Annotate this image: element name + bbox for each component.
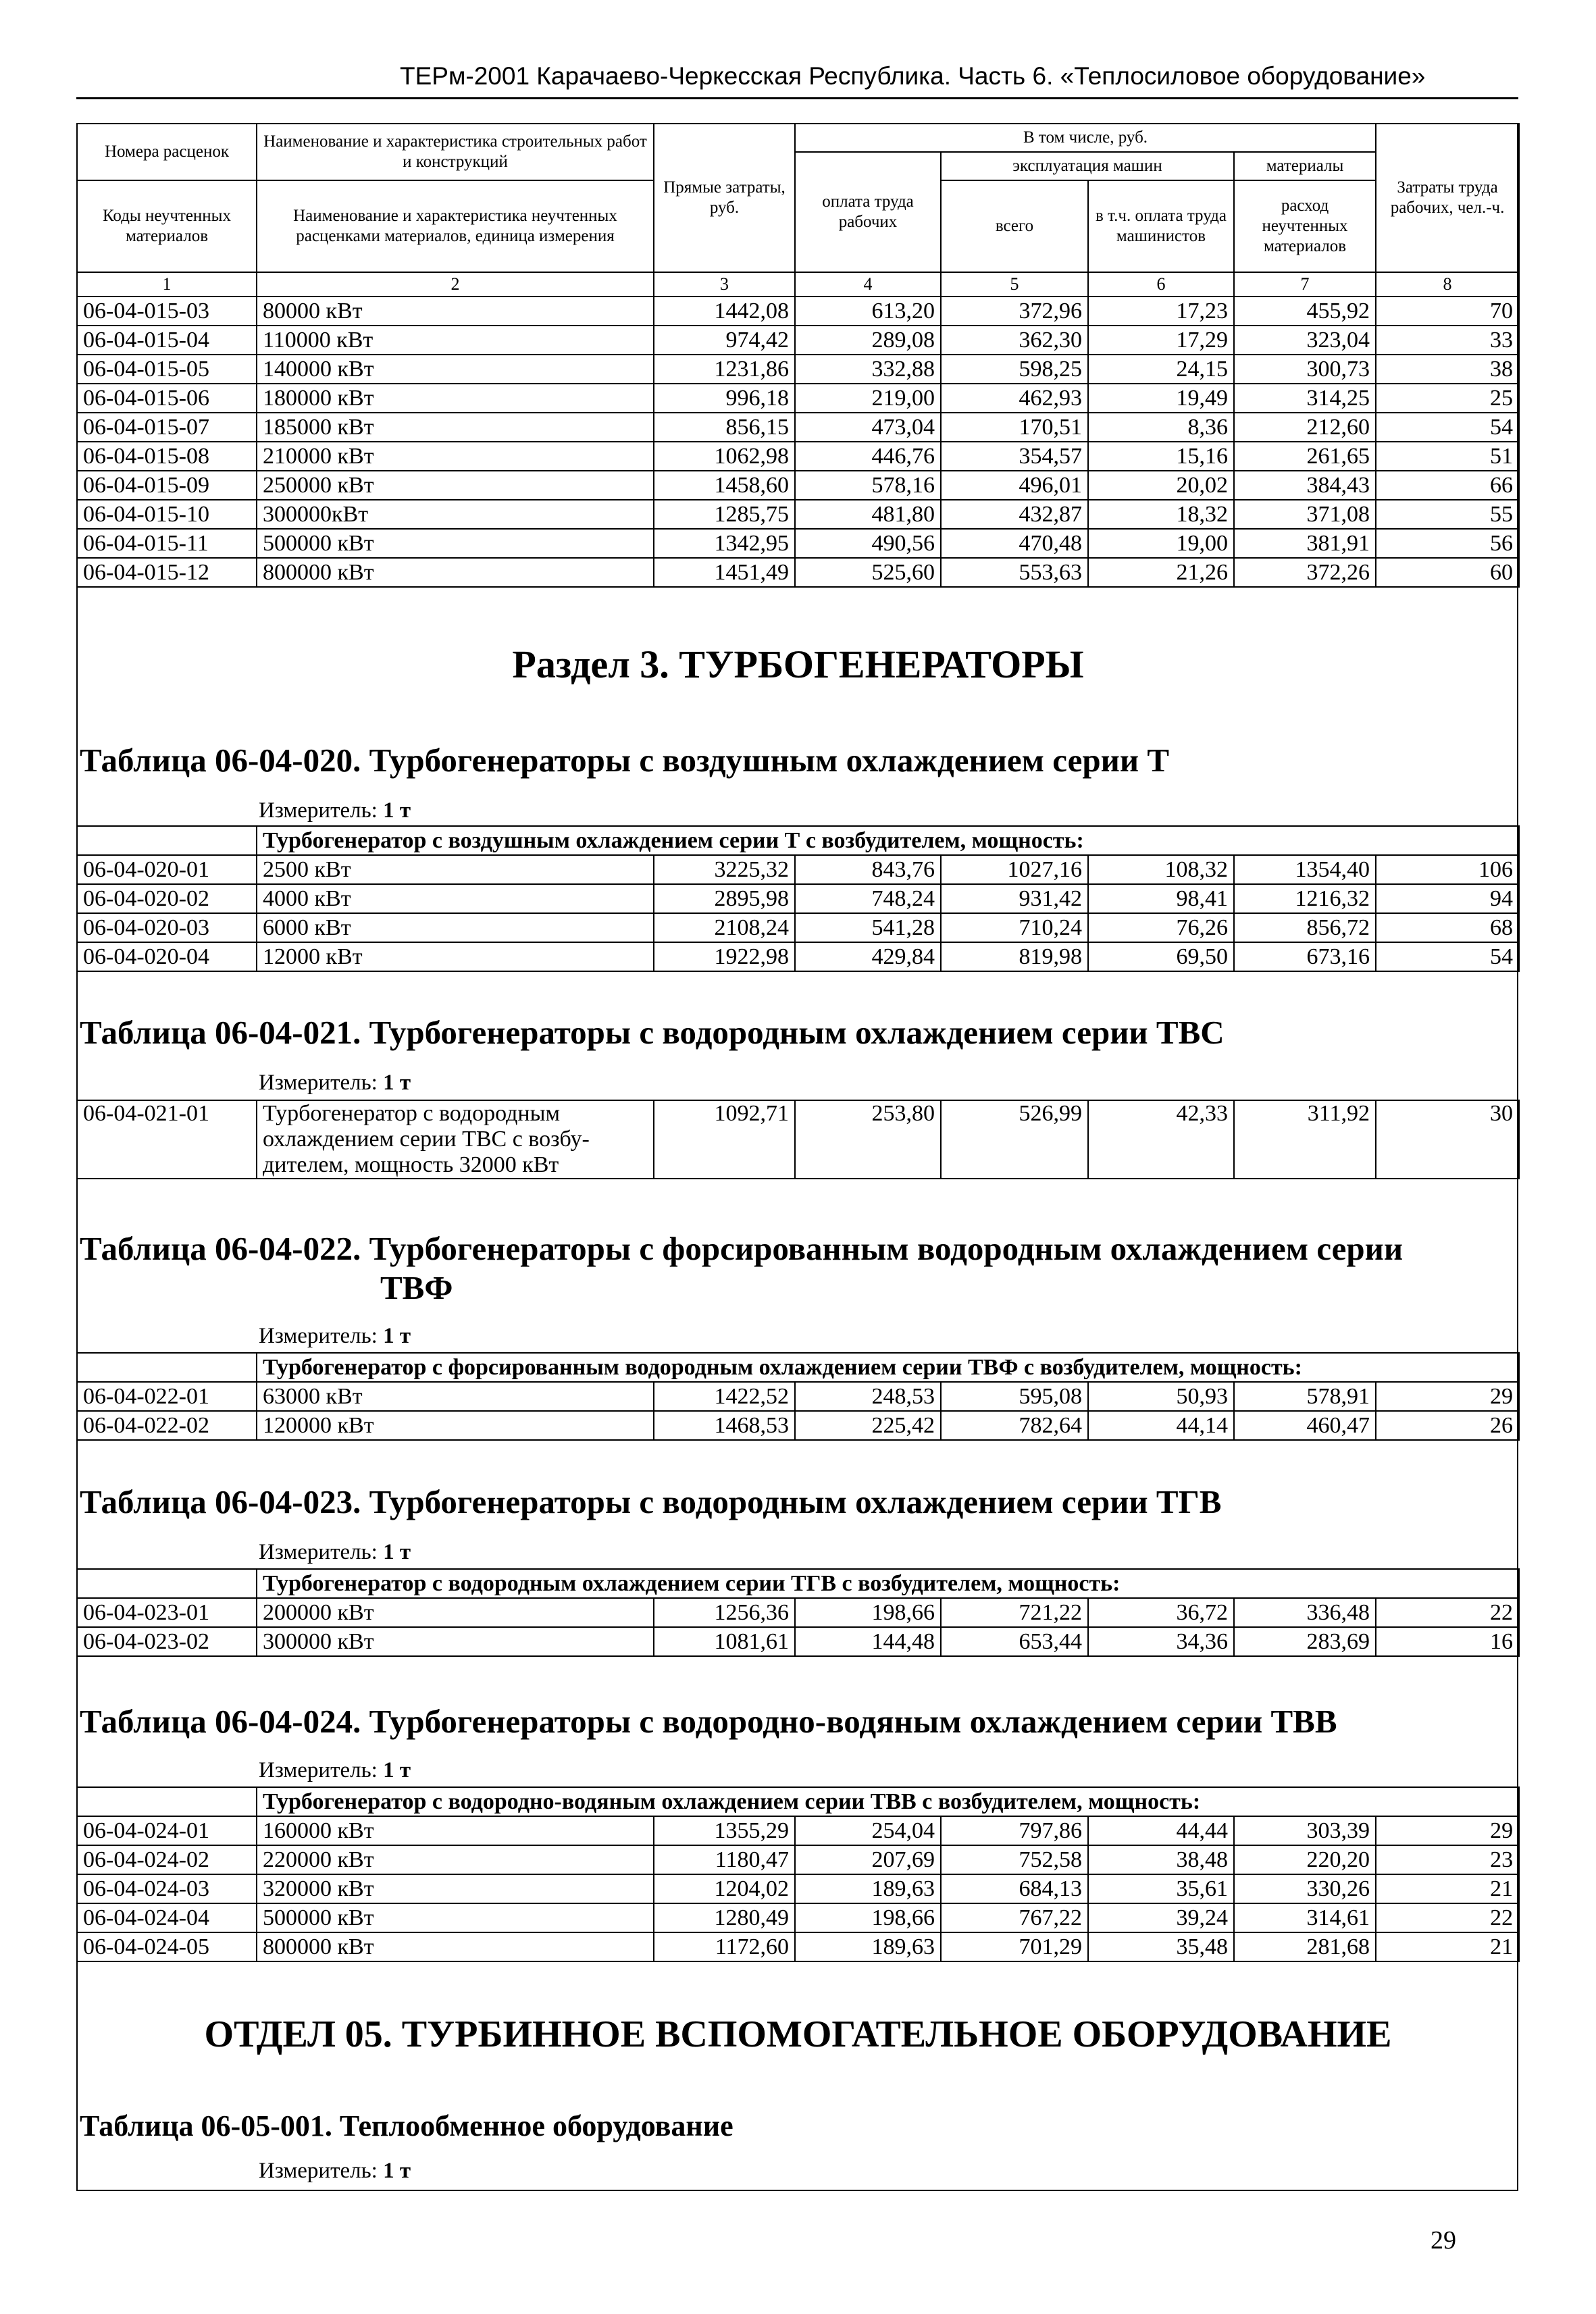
table-020-title: Таблица 06-04-020. Турбогенераторы с воздушным охлаждением серии Т <box>80 742 1170 779</box>
cell-value: 198,66 <box>795 1903 941 1932</box>
head-materials: материалы <box>1234 152 1376 180</box>
cell-value: 462,93 <box>941 384 1088 413</box>
cell-value: 372,96 <box>941 297 1088 326</box>
rate-description: 80000 кВт <box>257 297 654 326</box>
rate-description: 250000 кВт <box>257 471 654 500</box>
cell-value: 23 <box>1376 1845 1519 1874</box>
cell-value: 34,36 <box>1088 1627 1234 1656</box>
cell-value: 429,84 <box>795 942 941 971</box>
rate-description: 12000 кВт <box>257 942 654 971</box>
table-021 <box>76 1100 1520 1179</box>
head-col7: расход неучтенных материалов <box>1234 180 1376 272</box>
table-023-measure: Измеритель: 1 т <box>259 1540 411 1564</box>
rate-code: 06-04-024-04 <box>77 1903 257 1932</box>
table-row <box>77 384 1519 413</box>
cell-value: 66 <box>1376 471 1519 500</box>
cell-value: 8,36 <box>1088 413 1234 442</box>
table-023-group: Турбогенератор с водородным охлаждением серии ТГВ с возбудителем, мощность: <box>257 1569 1519 1598</box>
cell-value: 198,66 <box>795 1598 941 1627</box>
rate-code: 06-04-015-11 <box>77 529 257 558</box>
table-row <box>77 326 1519 355</box>
cell-value: 481,80 <box>795 500 941 529</box>
cell-value: 856,15 <box>654 413 795 442</box>
cell-value: 25 <box>1376 384 1519 413</box>
rate-code: 06-04-023-02 <box>77 1627 257 1656</box>
cell-value: 283,69 <box>1234 1627 1376 1656</box>
cell-value: 748,24 <box>795 884 941 913</box>
rate-code: 06-04-020-04 <box>77 942 257 971</box>
rate-code: 06-04-015-10 <box>77 500 257 529</box>
rate-description: 500000 кВт <box>257 1903 654 1932</box>
table-row <box>77 1411 1519 1440</box>
rate-description: 220000 кВт <box>257 1845 654 1874</box>
table-row <box>77 1382 1519 1411</box>
cell-value: 24,15 <box>1088 355 1234 384</box>
cell-value: 1027,16 <box>941 855 1088 884</box>
cell-value: 39,24 <box>1088 1903 1234 1932</box>
cell-value: 19,49 <box>1088 384 1234 413</box>
table-row <box>77 913 1519 942</box>
cell-value: 354,57 <box>941 442 1088 471</box>
cell-value: 332,88 <box>795 355 941 384</box>
cell-value: 843,76 <box>795 855 941 884</box>
rate-code: 06-04-024-03 <box>77 1874 257 1903</box>
head-col6: в т.ч. оплата труда машинистов <box>1088 180 1234 272</box>
cell-value: 106 <box>1376 855 1519 884</box>
head-col8: Затраты труда рабочих, чел.-ч. <box>1376 124 1519 272</box>
rate-code: 06-04-024-05 <box>77 1932 257 1961</box>
rate-description: 300000кВт <box>257 500 654 529</box>
table-022 <box>76 1352 1520 1441</box>
table-024-group: Турбогенератор с водородно-водяным охлаждением серии ТВВ с возбудителем, мощность: <box>257 1787 1519 1816</box>
rate-code: 06-04-015-09 <box>77 471 257 500</box>
cell-value: 261,65 <box>1234 442 1376 471</box>
table-024-title: Таблица 06-04-024. Турбогенераторы с водородно-водяным охлаждением серии ТВВ <box>80 1703 1337 1740</box>
cell-value: 1256,36 <box>654 1598 795 1627</box>
department-title: ОТДЕЛ 05. ТУРБИННОЕ ВСПОМОГАТЕЛЬНОЕ ОБОРУДОВАНИЕ <box>204 2013 1392 2055</box>
rate-code: 06-04-015-05 <box>77 355 257 384</box>
cell-value: 55 <box>1376 500 1519 529</box>
cell-value: 300,73 <box>1234 355 1376 384</box>
cell-value: 1280,49 <box>654 1903 795 1932</box>
cell-value: 721,22 <box>941 1598 1088 1627</box>
cell-value: 94 <box>1376 884 1519 913</box>
cell-value: 69,50 <box>1088 942 1234 971</box>
cell-value: 15,16 <box>1088 442 1234 471</box>
cell-value: 20,02 <box>1088 471 1234 500</box>
cell-value: 1442,08 <box>654 297 795 326</box>
cell-value: 248,53 <box>795 1382 941 1411</box>
table-024-measure: Измеритель: 1 т <box>259 1758 411 1782</box>
cell-value: 36,72 <box>1088 1598 1234 1627</box>
table-020-measure: Измеритель: 1 т <box>259 798 411 823</box>
cell-value: 54 <box>1376 413 1519 442</box>
cell-value: 35,48 <box>1088 1932 1234 1961</box>
rate-description: 4000 кВт <box>257 884 654 913</box>
cell-value: 70 <box>1376 297 1519 326</box>
table-row <box>77 442 1519 471</box>
table-row <box>77 884 1519 913</box>
cell-value: 314,61 <box>1234 1903 1376 1932</box>
cell-value: 219,00 <box>795 384 941 413</box>
cell-value: 254,04 <box>795 1816 941 1845</box>
cell-value: 684,13 <box>941 1874 1088 1903</box>
cell-value: 598,25 <box>941 355 1088 384</box>
cell-value: 108,32 <box>1088 855 1234 884</box>
cell-value: 455,92 <box>1234 297 1376 326</box>
cell-value: 470,48 <box>941 529 1088 558</box>
cell-value: 1081,61 <box>654 1627 795 1656</box>
cell-value: 314,25 <box>1234 384 1376 413</box>
table-022-measure: Измеритель: 1 т <box>259 1324 411 1348</box>
cell-value: 22 <box>1376 1903 1519 1932</box>
head-col1a: Номера расценок <box>77 124 257 180</box>
table-021-title: Таблица 06-04-021. Турбогенераторы с водородным охлаждением серии ТВС <box>80 1014 1225 1051</box>
rate-description: 2500 кВт <box>257 855 654 884</box>
cell-value: 372,26 <box>1234 558 1376 587</box>
table-05-001-title: Таблица 06-05-001. Теплообменное оборудование <box>80 2109 733 2142</box>
rate-description: 140000 кВт <box>257 355 654 384</box>
cell-value: 1355,29 <box>654 1816 795 1845</box>
table-row <box>77 942 1519 971</box>
table-row <box>77 855 1519 884</box>
table-05-001-measure: Измеритель: 1 т <box>259 2159 411 2183</box>
cell-value: 782,64 <box>941 1411 1088 1440</box>
rate-code: 06-04-015-08 <box>77 442 257 471</box>
rate-description: 210000 кВт <box>257 442 654 471</box>
cell-value: 1285,75 <box>654 500 795 529</box>
rate-code: 06-04-023-01 <box>77 1598 257 1627</box>
table-020-group: Турбогенератор с воздушным охлаждением серии Т с возбудителем, мощность: <box>257 826 1519 855</box>
head-col2b: Наименование и характеристика неучтенных расценками материалов, единица измерения <box>257 180 654 272</box>
cell-value: 289,08 <box>795 326 941 355</box>
cell-value: 1062,98 <box>654 442 795 471</box>
rate-code: 06-04-020-02 <box>77 884 257 913</box>
rate-description: 800000 кВт <box>257 558 654 587</box>
cell-value: 44,14 <box>1088 1411 1234 1440</box>
cell-value: 432,87 <box>941 500 1088 529</box>
cell-value: 362,30 <box>941 326 1088 355</box>
cell-value: 1468,53 <box>654 1411 795 1440</box>
cell-value: 1216,32 <box>1234 884 1376 913</box>
cell-value: 54 <box>1376 942 1519 971</box>
cell-value: 303,39 <box>1234 1816 1376 1845</box>
cell-value: 76,26 <box>1088 913 1234 942</box>
cell-value: 38,48 <box>1088 1845 1234 1874</box>
rate-description: 110000 кВт <box>257 326 654 355</box>
table-row <box>77 1845 1519 1874</box>
cell-value: 60 <box>1376 558 1519 587</box>
cell-value: 1231,86 <box>654 355 795 384</box>
cell-value: 553,63 <box>941 558 1088 587</box>
cell-value: 21 <box>1376 1874 1519 1903</box>
rate-code: 06-04-024-02 <box>77 1845 257 1874</box>
cell-value: 525,60 <box>795 558 941 587</box>
cell-value: 1422,52 <box>654 1382 795 1411</box>
table-022-title: Таблица 06-04-022. Турбогенераторы с форсированным водородным охлаждением серии <box>80 1230 1404 1267</box>
rate-code: 06-04-015-03 <box>77 297 257 326</box>
cell-value: 17,23 <box>1088 297 1234 326</box>
cell-value: 473,04 <box>795 413 941 442</box>
cell-value: 996,18 <box>654 384 795 413</box>
cell-value: 189,63 <box>795 1932 941 1961</box>
rate-code: 06-04-015-04 <box>77 326 257 355</box>
rate-description: 500000 кВт <box>257 529 654 558</box>
table-row <box>77 529 1519 558</box>
cell-value: 220,20 <box>1234 1845 1376 1874</box>
cell-value: 673,16 <box>1234 942 1376 971</box>
head-incl: В том числе, руб. <box>795 124 1376 152</box>
cell-value: 701,29 <box>941 1932 1088 1961</box>
cell-value: 38 <box>1376 355 1519 384</box>
head-col1b: Коды неучтенных материалов <box>77 180 257 272</box>
table-row <box>77 1874 1519 1903</box>
head-machines: эксплуатация машин <box>941 152 1234 180</box>
cell-value: 170,51 <box>941 413 1088 442</box>
cell-value: 460,47 <box>1234 1411 1376 1440</box>
cell-value: 931,42 <box>941 884 1088 913</box>
cell-value: 17,29 <box>1088 326 1234 355</box>
cell-value: 613,20 <box>795 297 941 326</box>
cell-value: 752,58 <box>941 1845 1088 1874</box>
cell-value: 381,91 <box>1234 529 1376 558</box>
cell-value: 56 <box>1376 529 1519 558</box>
cell-value: 767,22 <box>941 1903 1088 1932</box>
cell-value: 1180,47 <box>654 1845 795 1874</box>
cell-value: 541,28 <box>795 913 941 942</box>
rate-description: 300000 кВт <box>257 1627 654 1656</box>
cell-value: 371,08 <box>1234 500 1376 529</box>
cell-value: 98,41 <box>1088 884 1234 913</box>
table-row <box>77 1932 1519 1961</box>
table-row <box>77 471 1519 500</box>
cell-value: 1458,60 <box>654 471 795 500</box>
table-row <box>77 1816 1519 1845</box>
table-row <box>77 558 1519 587</box>
cell-value: 1354,40 <box>1234 855 1376 884</box>
rate-code: 06-04-020-03 <box>77 913 257 942</box>
rate-code: 06-04-015-07 <box>77 413 257 442</box>
cell-value: 2895,98 <box>654 884 795 913</box>
table-022-title-cont: ТВФ <box>380 1269 453 1306</box>
cell-value: 330,26 <box>1234 1874 1376 1903</box>
rate-description: 120000 кВт <box>257 1411 654 1440</box>
cell-value: 68 <box>1376 913 1519 942</box>
cell-value: 26 <box>1376 1411 1519 1440</box>
cell-value: 496,01 <box>941 471 1088 500</box>
table-row: 06-04-021-01 Турбогенератор с водородным охлаждением серии ТВС с возбу-дителем, мощность 32000 кВт 1092,71 253,80 526,99 42,33 311,92 30 <box>77 1100 1519 1179</box>
cell-value: 710,24 <box>941 913 1088 942</box>
head-col4: оплата труда рабочих <box>795 152 941 272</box>
cell-value: 595,08 <box>941 1382 1088 1411</box>
table-row <box>77 500 1519 529</box>
table-021-measure: Измеритель: 1 т <box>259 1071 411 1095</box>
cell-value: 33 <box>1376 326 1519 355</box>
cell-value: 797,86 <box>941 1816 1088 1845</box>
cell-value: 16 <box>1376 1627 1519 1656</box>
cell-value: 35,61 <box>1088 1874 1234 1903</box>
cell-value: 446,76 <box>795 442 941 471</box>
cell-value: 29 <box>1376 1816 1519 1845</box>
cell-value: 22 <box>1376 1598 1519 1627</box>
rate-description: 800000 кВт <box>257 1932 654 1961</box>
cell-value: 212,60 <box>1234 413 1376 442</box>
table-015 <box>76 123 1520 588</box>
cell-value: 44,44 <box>1088 1816 1234 1845</box>
cell-value: 1172,60 <box>654 1932 795 1961</box>
cell-value: 578,91 <box>1234 1382 1376 1411</box>
table-row <box>77 413 1519 442</box>
cell-value: 21 <box>1376 1932 1519 1961</box>
cell-value: 144,48 <box>795 1627 941 1656</box>
rate-code: 06-04-024-01 <box>77 1816 257 1845</box>
cell-value: 3225,32 <box>654 855 795 884</box>
section-title: Раздел 3. ТУРБОГЕНЕРАТОРЫ <box>512 642 1084 686</box>
page-number: 29 <box>1431 2226 1456 2255</box>
rate-code: 06-04-022-02 <box>77 1411 257 1440</box>
column-numbers: 1 2 3 4 5 6 7 8 <box>77 272 1519 297</box>
table-023-title: Таблица 06-04-023. Турбогенераторы с водородным охлаждением серии ТГВ <box>80 1483 1222 1520</box>
cell-value: 281,68 <box>1234 1932 1376 1961</box>
rate-description: 6000 кВт <box>257 913 654 942</box>
cell-value: 1922,98 <box>654 942 795 971</box>
cell-value: 490,56 <box>795 529 941 558</box>
rate-code: 06-04-022-01 <box>77 1382 257 1411</box>
cell-value: 18,32 <box>1088 500 1234 529</box>
cell-value: 1451,49 <box>654 558 795 587</box>
rate-description: 63000 кВт <box>257 1382 654 1411</box>
table-row <box>77 297 1519 326</box>
head-col3: Прямые затраты, руб. <box>654 124 795 272</box>
cell-value: 336,48 <box>1234 1598 1376 1627</box>
rate-description: 185000 кВт <box>257 413 654 442</box>
cell-value: 2108,24 <box>654 913 795 942</box>
cell-value: 207,69 <box>795 1845 941 1874</box>
cell-value: 29 <box>1376 1382 1519 1411</box>
head-col5: всего <box>941 180 1088 272</box>
header-rule <box>76 97 1518 99</box>
cell-value: 50,93 <box>1088 1382 1234 1411</box>
table-row <box>77 1627 1519 1656</box>
running-header: ТЕРм-2001 Карачаево-Черкесская Республика. Часть 6. «Теплосиловое оборудование» <box>400 62 1426 90</box>
cell-value: 21,26 <box>1088 558 1234 587</box>
cell-value: 653,44 <box>941 1627 1088 1656</box>
cell-value: 578,16 <box>795 471 941 500</box>
cell-value: 856,72 <box>1234 913 1376 942</box>
rate-description: 160000 кВт <box>257 1816 654 1845</box>
rate-code: 06-04-015-12 <box>77 558 257 587</box>
cell-value: 974,42 <box>654 326 795 355</box>
rate-description: 320000 кВт <box>257 1874 654 1903</box>
cell-value: 384,43 <box>1234 471 1376 500</box>
cell-value: 819,98 <box>941 942 1088 971</box>
table-row <box>77 1903 1519 1932</box>
cell-value: 225,42 <box>795 1411 941 1440</box>
head-col2a: Наименование и характеристика строительных работ и конструкций <box>257 124 654 180</box>
table-022-group: Турбогенератор с форсированным водородным охлаждением серии ТВФ с возбудителем, мощность: <box>257 1353 1519 1382</box>
cell-value: 189,63 <box>795 1874 941 1903</box>
cell-value: 51 <box>1376 442 1519 471</box>
cell-value: 19,00 <box>1088 529 1234 558</box>
table-023 <box>76 1568 1520 1657</box>
table-row <box>77 1598 1519 1627</box>
cell-value: 323,04 <box>1234 326 1376 355</box>
rate-code: 06-04-020-01 <box>77 855 257 884</box>
table-024 <box>76 1786 1520 1962</box>
rate-description: 180000 кВт <box>257 384 654 413</box>
cell-value: 1204,02 <box>654 1874 795 1903</box>
table-020 <box>76 825 1520 972</box>
rate-code: 06-04-015-06 <box>77 384 257 413</box>
table-row <box>77 355 1519 384</box>
rate-description: 200000 кВт <box>257 1598 654 1627</box>
cell-value: 1342,95 <box>654 529 795 558</box>
